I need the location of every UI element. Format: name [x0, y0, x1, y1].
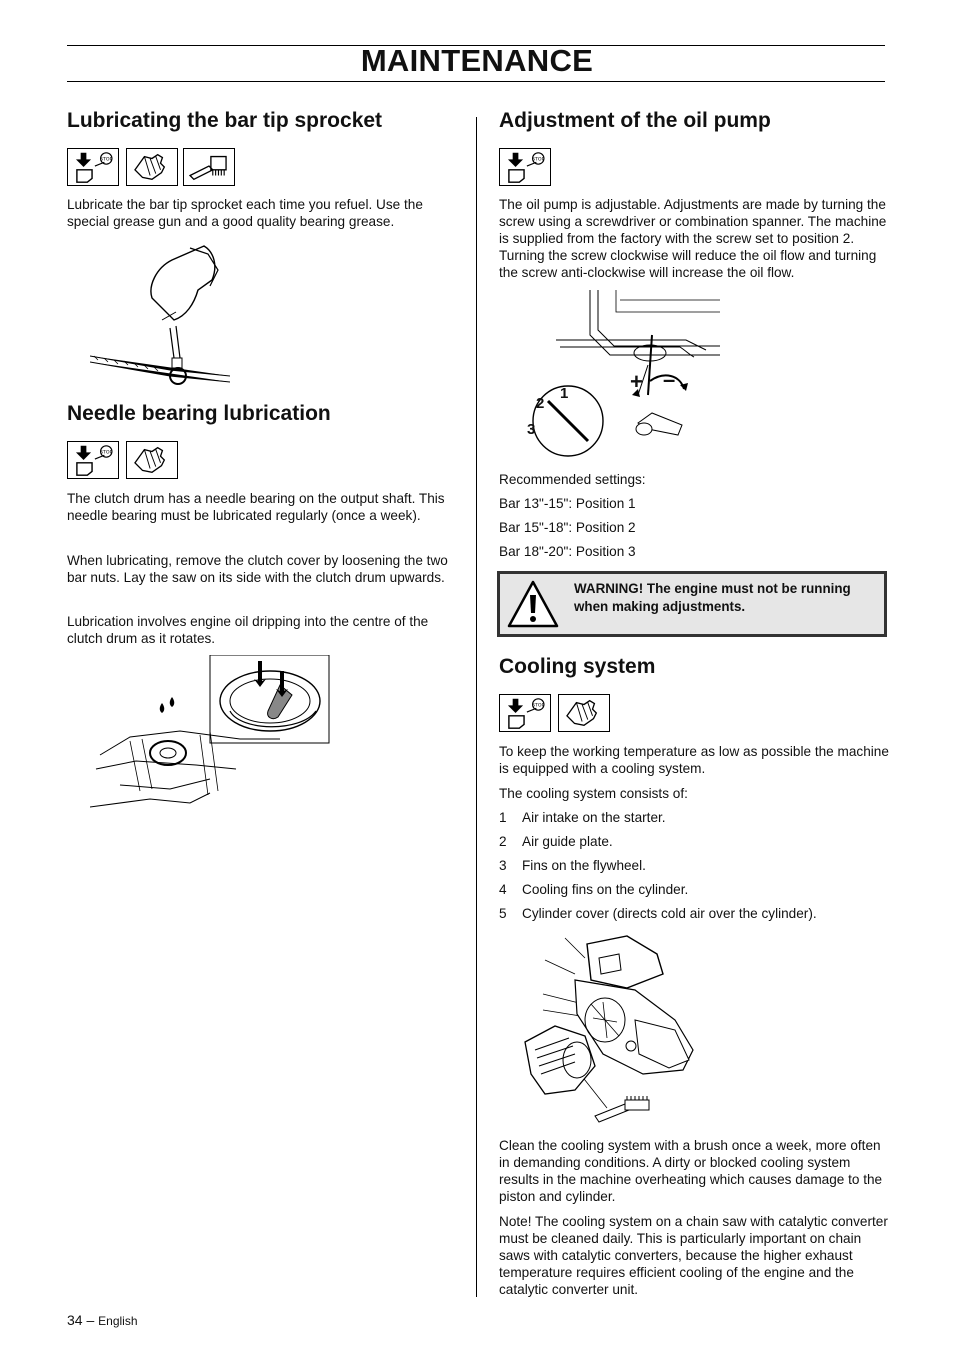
cooling-system-illustration — [515, 930, 700, 1130]
para-needle-2: When lubricating, remove the clutch cover by loosening the two bar nuts. Lay the saw on its side with the clutch drum upwards. — [67, 553, 448, 585]
language-label: English — [98, 1314, 138, 1328]
list-item: 4 Cooling fins on the cylinder. — [499, 882, 689, 897]
page-title: MAINTENANCE — [360, 43, 594, 78]
grease-gun-illustration — [90, 238, 230, 393]
setting-line-1: Bar 13"-15": Position 1 — [499, 496, 636, 511]
list-item: 1 Air intake on the starter. — [499, 810, 666, 825]
glove-icon — [126, 148, 178, 186]
para-oil-pump: The oil pump is adjustable. Adjustments are made by turning the screw using a screwdriver or combination spanner. The machine is supplied from the factory with the screw set to position 2. Turning the screw clockwise will reduce the oil flow and turning the screw anti-clockwise will increase the oil flow. — [499, 197, 887, 280]
svg-text:STOP: STOP — [100, 450, 113, 456]
setting-line-2: Bar 15"-18": Position 2 — [499, 520, 636, 535]
page-number: 34 – — [67, 1312, 95, 1328]
para-cooling-clean: Clean the cooling system with a brush once a week, more often in demanding conditions. A dirty or blocked cooling system results in the machine overheating which causes damage to the piston and cylinder. — [499, 1138, 883, 1204]
heading-oil-pump: Adjustment of the oil pump — [499, 109, 771, 132]
para-cooling-intro: To keep the working temperature as low as possible the machine is equipped with a cooling system. — [499, 744, 889, 776]
para-needle-1: The clutch drum has a needle bearing on the output shaft. This needle bearing must be lubricated regularly (once a week). — [67, 491, 445, 523]
list-item: 3 Fins on the flywheel. — [499, 858, 646, 873]
stop-engine-icon — [67, 148, 119, 186]
para-needle-3: Lubrication involves engine oil dripping into the centre of the clutch drum as it rotates. — [67, 614, 429, 646]
warning-box — [497, 571, 887, 637]
clutch-drum-illustration — [90, 655, 335, 815]
svg-text:STOP: STOP — [100, 157, 113, 163]
brush-icon — [183, 148, 235, 186]
setting-label-3: 3 — [527, 421, 536, 438]
minus-symbol: – — [663, 367, 676, 392]
header-rule-bottom — [67, 81, 885, 82]
stop-engine-icon — [499, 148, 551, 186]
list-item: 5 Cylinder cover (directs cold air over the cylinder). — [499, 906, 817, 921]
warning-text: WARNING! The engine must not be running when making adjustments. — [574, 581, 851, 614]
para-bar-tip: Lubricate the bar tip sprocket each time you refuel. Use the special grease gun and a good quality bearing grease. — [67, 197, 423, 229]
warning-triangle-icon — [506, 579, 560, 629]
oil-pump-diagram — [520, 285, 720, 460]
stop-engine-icon — [67, 441, 119, 479]
heading-cooling-system: Cooling system — [499, 655, 656, 678]
heading-needle-bearing: Needle bearing lubrication — [67, 402, 331, 425]
para-cooling-note: Note! The cooling system on a chain saw with catalytic converter must be cleaned daily. This is particularly important on chain saws with catalytic converters, because the higher exhaust temperature requires efficient cooling of the engine and the catalytic converter unit. — [499, 1214, 888, 1297]
heading-bar-tip-sprocket: Lubricating the bar tip sprocket — [67, 109, 383, 132]
svg-text:STOP: STOP — [532, 157, 545, 163]
page-footer — [67, 1312, 138, 1328]
setting-label-2: 2 — [536, 395, 545, 412]
glove-icon — [126, 441, 178, 479]
list-item: 2 Air guide plate. — [499, 834, 613, 849]
column-divider — [476, 117, 477, 1297]
setting-line-3: Bar 18"-20": Position 3 — [499, 544, 636, 559]
para-cooling-consists: The cooling system consists of: — [499, 786, 688, 801]
stop-engine-icon — [499, 694, 551, 732]
plus-symbol: + — [630, 369, 643, 394]
svg-text:STOP: STOP — [532, 703, 545, 709]
glove-icon — [558, 694, 610, 732]
setting-label-1: 1 — [560, 385, 569, 402]
recommended-label: Recommended settings: — [499, 472, 646, 487]
